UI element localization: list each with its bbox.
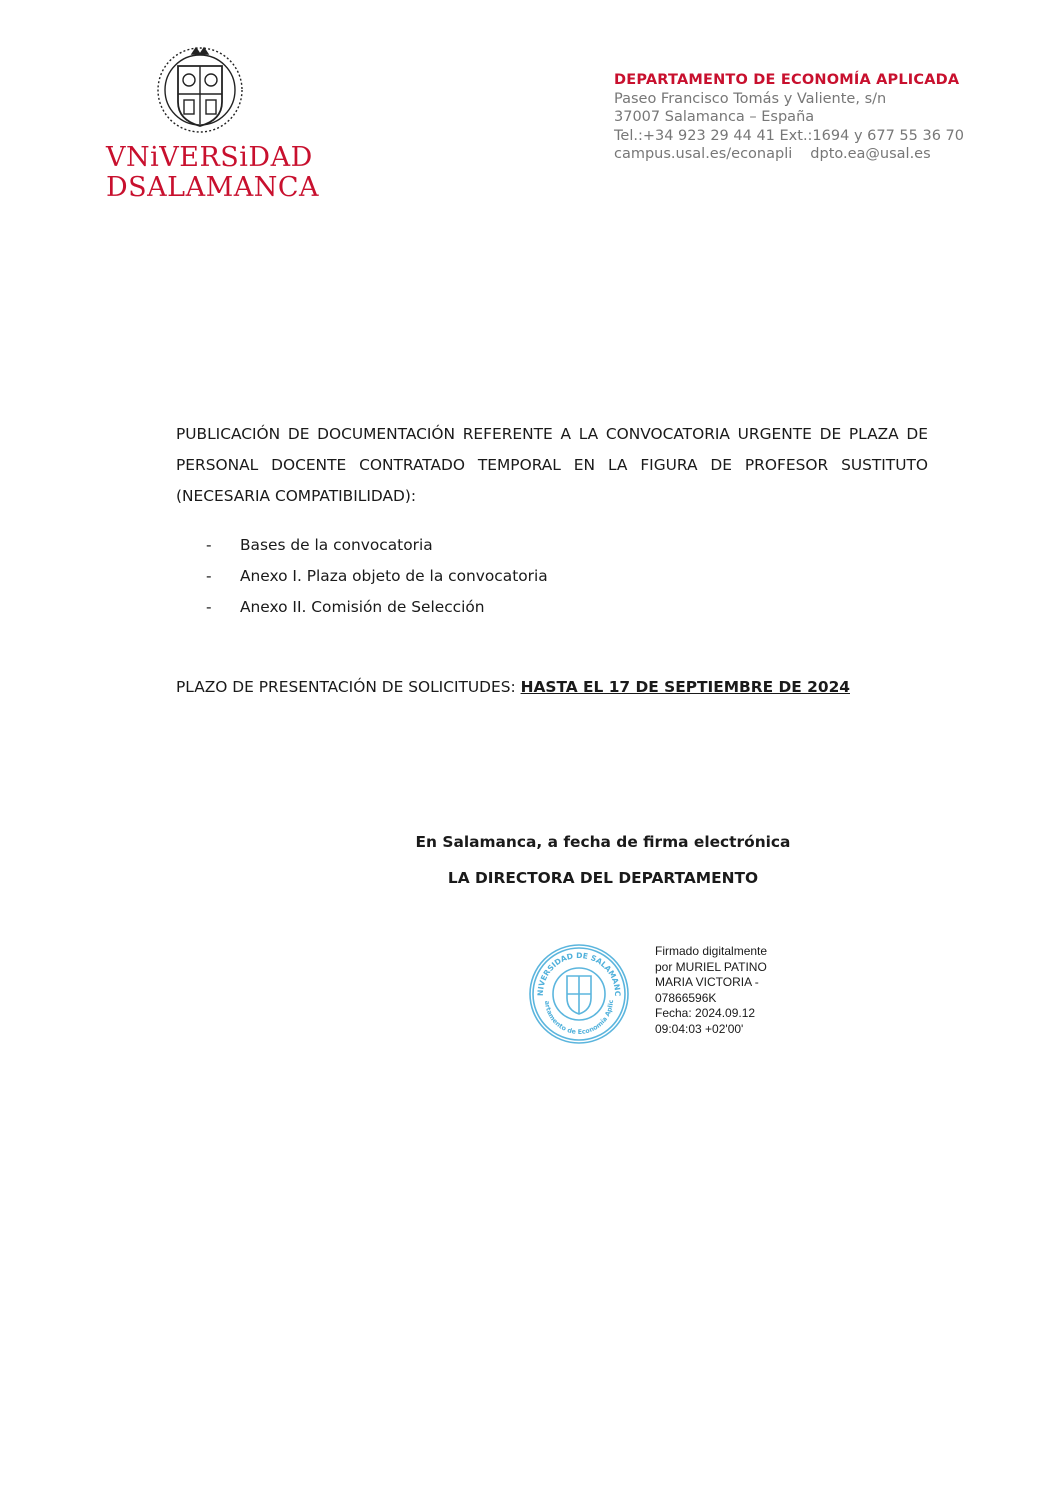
stamp-top-text: NIVERSIDAD DE SALAMANC (535, 950, 623, 997)
university-crest-icon (152, 44, 248, 136)
address-line-2: 37007 Salamanca – España (614, 109, 815, 125)
list-dash: - (206, 598, 212, 616)
logo-text-line1: VNiVERSiDAD (106, 142, 313, 173)
signature-info-line: Fecha: 2024.09.12 (655, 1006, 756, 1020)
publication-intro: PUBLICACIÓN DE DOCUMENTACIÓN REFERENTE A LA CONVOCATORIA URGENTE DE PLAZA DE PERSONAL DOCENTE CONTRATADO TEMPORAL EN LA FIGURA DE PROFESOR SUSTITUTO (NECESARIA COMPATIBILIDAD): (176, 425, 928, 505)
department-header (614, 71, 964, 164)
list-item (206, 530, 548, 561)
logo-text-line2: DSALAMANCA (106, 172, 319, 203)
deadline-date: HASTA EL 17 DE SEPTIEMBRE DE 2024 (520, 678, 850, 696)
stamp-bottom-text: artamento de Economía Aplic (542, 999, 616, 1037)
signature-info-line: por MURIEL PATINO (655, 959, 767, 974)
address-line-1: Paseo Francisco Tomás y Valiente, s/n (614, 90, 887, 107)
phone-line: Tel.:+34 923 29 44 41 Ext.:1694 y 677 55 36 70 (614, 127, 964, 144)
document-list (206, 530, 548, 623)
list-item (206, 561, 548, 592)
list-item-label: Anexo I. Plaza objeto de la convocatoria (240, 567, 548, 585)
signature-place: En Salamanca, a fecha de firma electrónica (415, 833, 791, 851)
deadline (176, 673, 850, 701)
list-dash: - (206, 536, 212, 554)
university-logo (106, 44, 319, 203)
list-item-label: Anexo II. Comisión de Selección (240, 598, 485, 616)
department-stamp (527, 942, 631, 1046)
department-name: DEPARTAMENTO DE ECONOMÍA APLICADA (614, 72, 960, 88)
signature-info-line: MARIA VICTORIA - (655, 975, 759, 989)
stamp-seal-icon (527, 942, 631, 1046)
svg-text:UNIVERSIDAD DE SALAMANCA (527, 942, 622, 997)
signature-role: LA DIRECTORA DEL DEPARTAMENTO (447, 869, 759, 887)
email-link[interactable]: dpto.ea@usal.es (810, 146, 931, 162)
contact-line (614, 145, 964, 164)
digital-signature-info (655, 944, 767, 1037)
deadline-label: PLAZO DE PRESENTACIÓN DE SOLICITUDES: (176, 678, 521, 696)
signature-info-line: 09:04:03 +02'00' (655, 1021, 744, 1036)
website-link[interactable]: campus.usal.es/econapli (614, 146, 793, 162)
list-item-label: Bases de la convocatoria (240, 536, 433, 554)
signature-info-line: 07866596K (655, 990, 717, 1005)
signature-info-line: Firmado digitalmente (655, 944, 768, 958)
list-item (206, 592, 548, 623)
list-dash: - (206, 567, 212, 585)
